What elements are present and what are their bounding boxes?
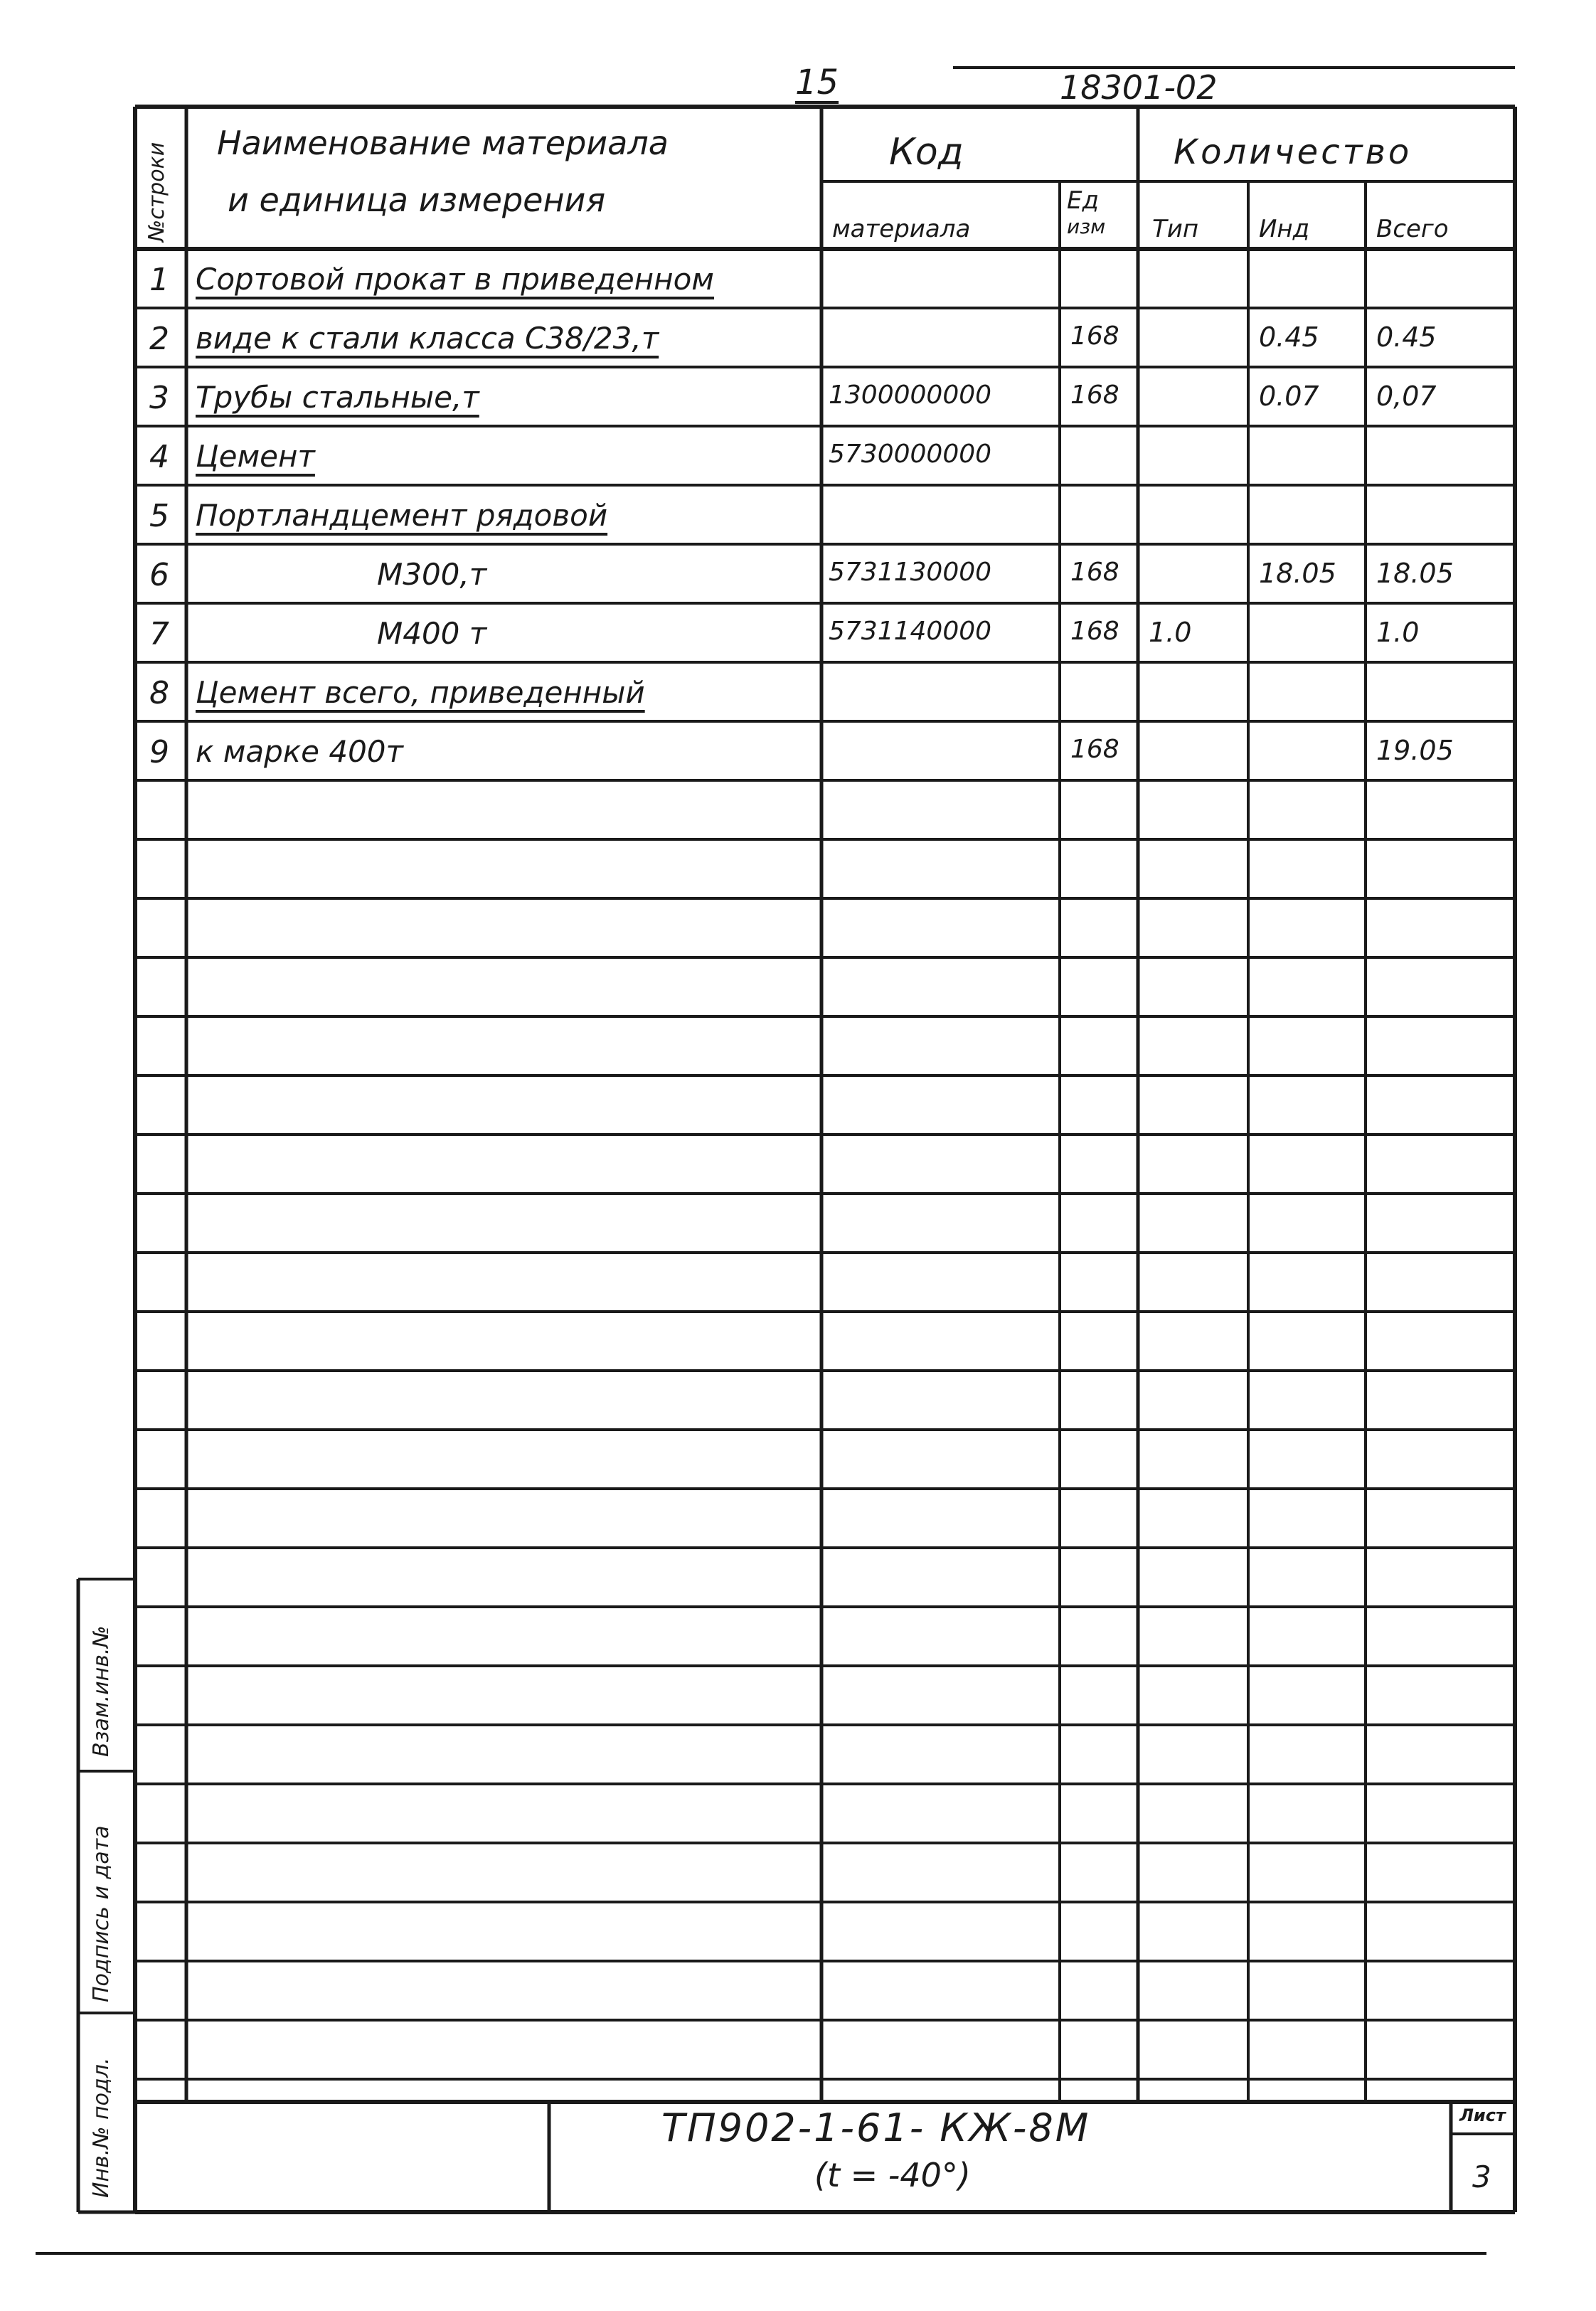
stamp-podpis-data: Подпись и дата bbox=[89, 1825, 114, 2002]
cell-n: 7 bbox=[149, 616, 169, 652]
cell-name: М300,т bbox=[377, 557, 487, 592]
title-designation: ТП902-1-61- КЖ-8М bbox=[661, 2105, 1091, 2150]
header-row-number: №строки bbox=[144, 142, 169, 242]
cell-unit: 168 bbox=[1070, 735, 1119, 764]
header-quantity: Количество bbox=[1174, 132, 1413, 172]
header-ind: Инд bbox=[1259, 215, 1310, 243]
header-code-material: материала bbox=[832, 215, 971, 243]
cell-name: М400 т bbox=[377, 616, 487, 651]
cell-name: Сортовой прокат в приведенном bbox=[196, 262, 714, 297]
cell-n: 6 bbox=[149, 557, 169, 593]
cell-n: 1 bbox=[149, 262, 169, 298]
cell-unit: 168 bbox=[1070, 617, 1119, 646]
header-name-line2: и единица измерения bbox=[228, 181, 606, 219]
header-unit-line1: Ед bbox=[1067, 186, 1099, 215]
cell-n: 9 bbox=[149, 734, 169, 770]
cell-unit: 168 bbox=[1070, 558, 1119, 587]
cell-total: 1.0 bbox=[1376, 617, 1420, 648]
cell-code: 5730000000 bbox=[829, 440, 992, 469]
stamp-vzam-inv: Взам.инв.№ bbox=[89, 1625, 114, 1757]
cell-n: 3 bbox=[149, 380, 169, 416]
cell-type: 1.0 bbox=[1149, 617, 1192, 648]
sheet-number: 3 bbox=[1472, 2159, 1491, 2194]
cell-name: Цемент всего, приведенный bbox=[196, 675, 645, 710]
cell-code: 5731130000 bbox=[829, 558, 992, 587]
header-type: Тип bbox=[1152, 215, 1199, 243]
title-subtitle: (t = -40°) bbox=[814, 2156, 971, 2194]
cell-name: Портландцемент рядовой bbox=[196, 498, 608, 533]
cell-total: 18.05 bbox=[1376, 558, 1454, 589]
page-number: 15 bbox=[795, 63, 839, 102]
cell-total: 19.05 bbox=[1376, 735, 1454, 766]
cell-total: 0.45 bbox=[1376, 322, 1437, 353]
cell-n: 4 bbox=[149, 439, 169, 475]
cell-ind: 0.07 bbox=[1259, 381, 1319, 412]
cell-n: 8 bbox=[149, 675, 169, 711]
cell-total: 0,07 bbox=[1376, 381, 1437, 412]
cell-ind: 18.05 bbox=[1259, 558, 1336, 589]
header-name-line1: Наименование материала bbox=[217, 124, 669, 162]
cell-code: 5731140000 bbox=[829, 617, 992, 646]
cell-ind: 0.45 bbox=[1259, 322, 1319, 353]
doc-code: 18301-02 bbox=[1060, 68, 1218, 107]
cell-name: Трубы стальные,т bbox=[196, 380, 479, 415]
cell-code: 1300000000 bbox=[829, 381, 992, 410]
cell-n: 2 bbox=[149, 321, 169, 357]
header-code: Код bbox=[889, 131, 964, 174]
header-unit-line2: изм bbox=[1067, 215, 1106, 238]
cell-name: к марке 400т bbox=[196, 734, 403, 769]
cell-name: виде к стали класса С38/23,т bbox=[196, 321, 659, 356]
header-total: Всего bbox=[1376, 215, 1449, 243]
cell-n: 5 bbox=[149, 498, 169, 534]
sheet-label: Лист bbox=[1459, 2105, 1506, 2125]
cell-name: Цемент bbox=[196, 439, 315, 474]
stamp-inv-podl: Инв.№ подл. bbox=[89, 2057, 114, 2198]
cell-unit: 168 bbox=[1070, 322, 1119, 351]
cell-unit: 168 bbox=[1070, 381, 1119, 410]
